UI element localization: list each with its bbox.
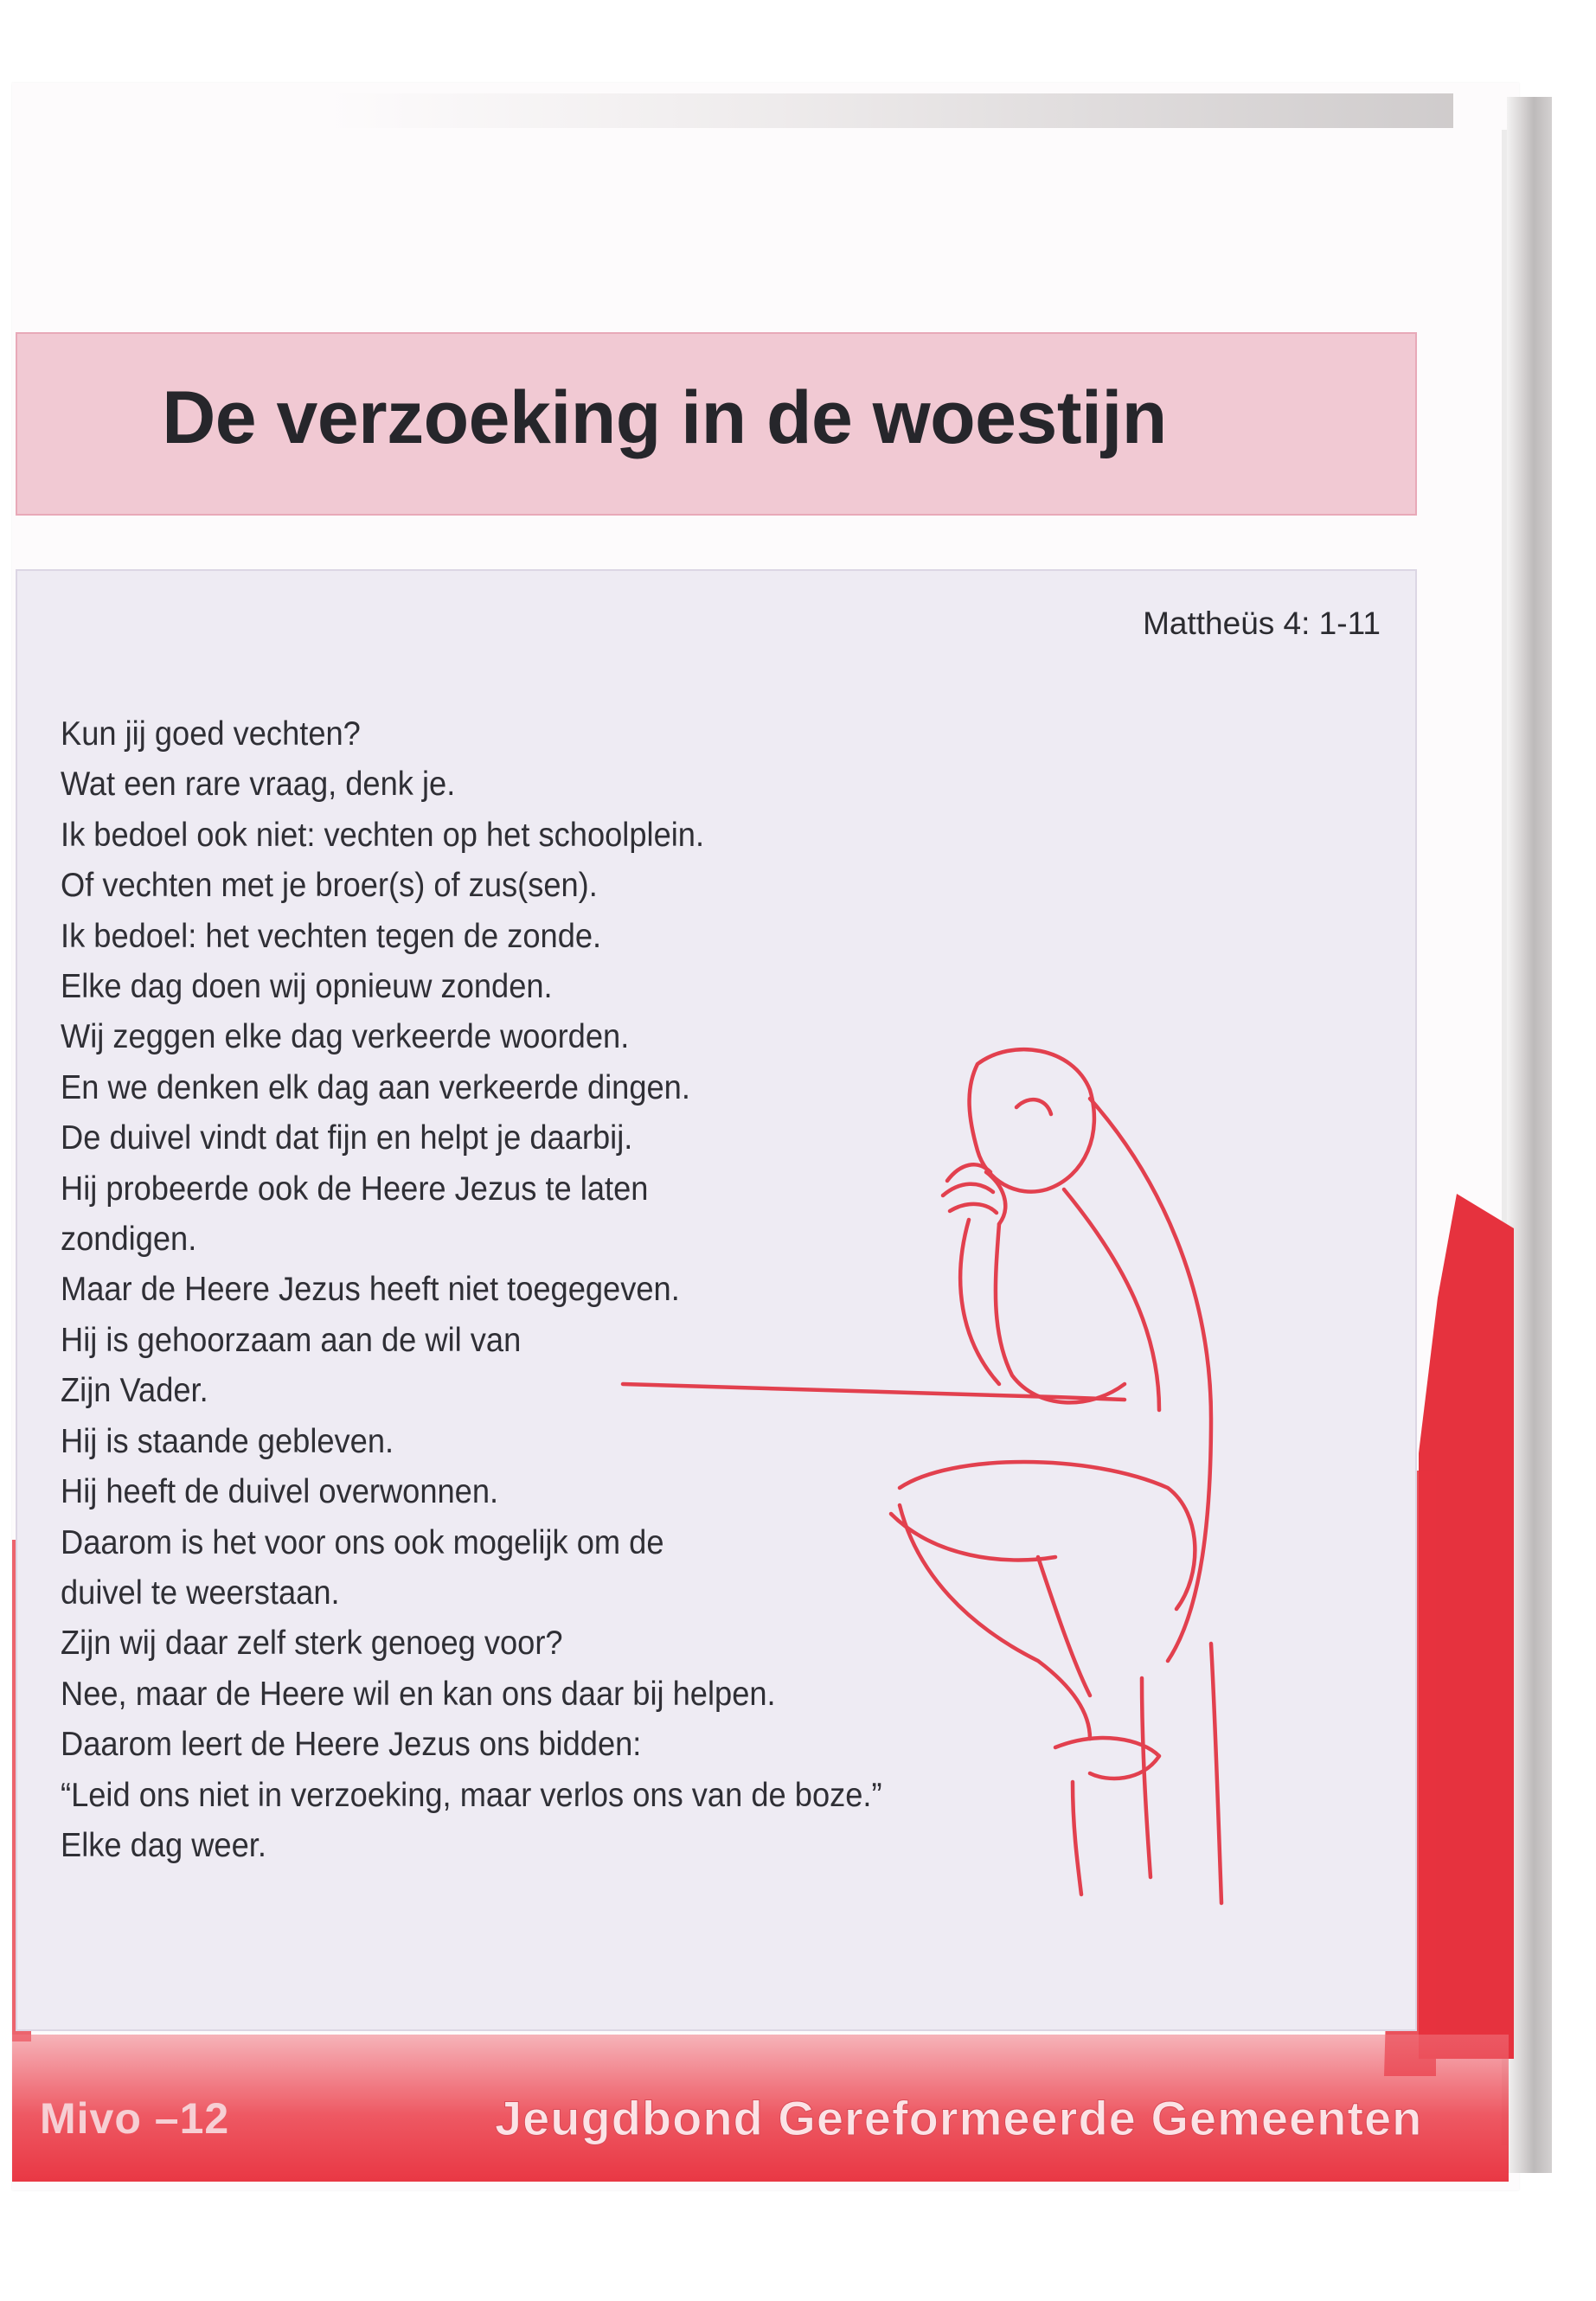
text-line: Elke dag weer. bbox=[61, 1826, 266, 1864]
figure-hand bbox=[943, 1164, 1005, 1224]
text-line: “Leid ons niet in verzoeking, maar verlos ons van de boze.” bbox=[61, 1776, 882, 1814]
text-line: Elke dag doen wij opnieuw zonden. bbox=[61, 968, 553, 1006]
title-band bbox=[16, 332, 1417, 516]
text-line: Hij heeft de duivel overwonnen. bbox=[61, 1473, 499, 1511]
scan-noise bbox=[329, 93, 1453, 128]
text-line: Nee, maar de Heere wil en kan ons daar bij helpen. bbox=[61, 1675, 776, 1713]
figure-arm-back bbox=[960, 1220, 999, 1384]
text-line: En we denken elk dag aan verkeerde dingen. bbox=[61, 1068, 690, 1106]
text-line: Daarom leert de Heere Jezus ons bidden: bbox=[61, 1726, 642, 1764]
figure-eye bbox=[1016, 1099, 1051, 1114]
text-line: Ik bedoel ook niet: vechten op het schoolplein. bbox=[61, 816, 705, 854]
page-title: De verzoeking in de woestijn bbox=[162, 376, 1167, 459]
text-line: Zijn Vader. bbox=[61, 1372, 208, 1410]
text-line: Maar de Heere Jezus heeft niet toegegeven. bbox=[61, 1271, 680, 1309]
text-line: duivel te weerstaan. bbox=[61, 1574, 340, 1612]
text-line: Wij zeggen elke dag verkeerde woorden. bbox=[61, 1018, 630, 1056]
figure-arm bbox=[996, 1224, 1125, 1402]
text-line: Of vechten met je broer(s) of zus(sen). bbox=[61, 867, 598, 905]
text-line: Hij probeerde ook de Heere Jezus te laten bbox=[61, 1170, 649, 1208]
stool-leg bbox=[1211, 1644, 1221, 1903]
text-line: Ik bedoel: het vechten tegen de zonde. bbox=[61, 917, 602, 955]
text-line: Kun jij goed vechten? bbox=[61, 715, 361, 753]
figure-back-inner bbox=[1064, 1189, 1159, 1410]
figure-shin-back bbox=[1038, 1557, 1090, 1695]
stool-leg bbox=[1142, 1678, 1151, 1877]
text-line: De duivel vindt dat fijn en helpt je daarbij. bbox=[61, 1119, 633, 1157]
text-line: Zijn wij daar zelf sterk genoeg voor? bbox=[61, 1625, 563, 1663]
text-line: Wat een rare vraag, denk je. bbox=[61, 766, 456, 804]
footer-series-label: Mivo –12 bbox=[40, 2094, 230, 2143]
text-line: Hij is staande gebleven. bbox=[61, 1422, 394, 1460]
text-line: Hij is gehoorzaam aan de wil van bbox=[61, 1321, 522, 1359]
figure-thigh-lower bbox=[891, 1514, 1055, 1560]
text-line: Daarom is het voor ons ook mogelijk om de bbox=[61, 1523, 664, 1561]
seated-figure-illustration bbox=[606, 1003, 1315, 1938]
stool-leg bbox=[1073, 1782, 1081, 1894]
table-line bbox=[623, 1384, 1125, 1400]
footer-publisher: Jeugdbond Gereformeerde Gemeenten bbox=[495, 2091, 1423, 2145]
text-line: zondigen. bbox=[61, 1221, 197, 1259]
bible-reference: Mattheüs 4: 1-11 bbox=[1143, 606, 1381, 641]
